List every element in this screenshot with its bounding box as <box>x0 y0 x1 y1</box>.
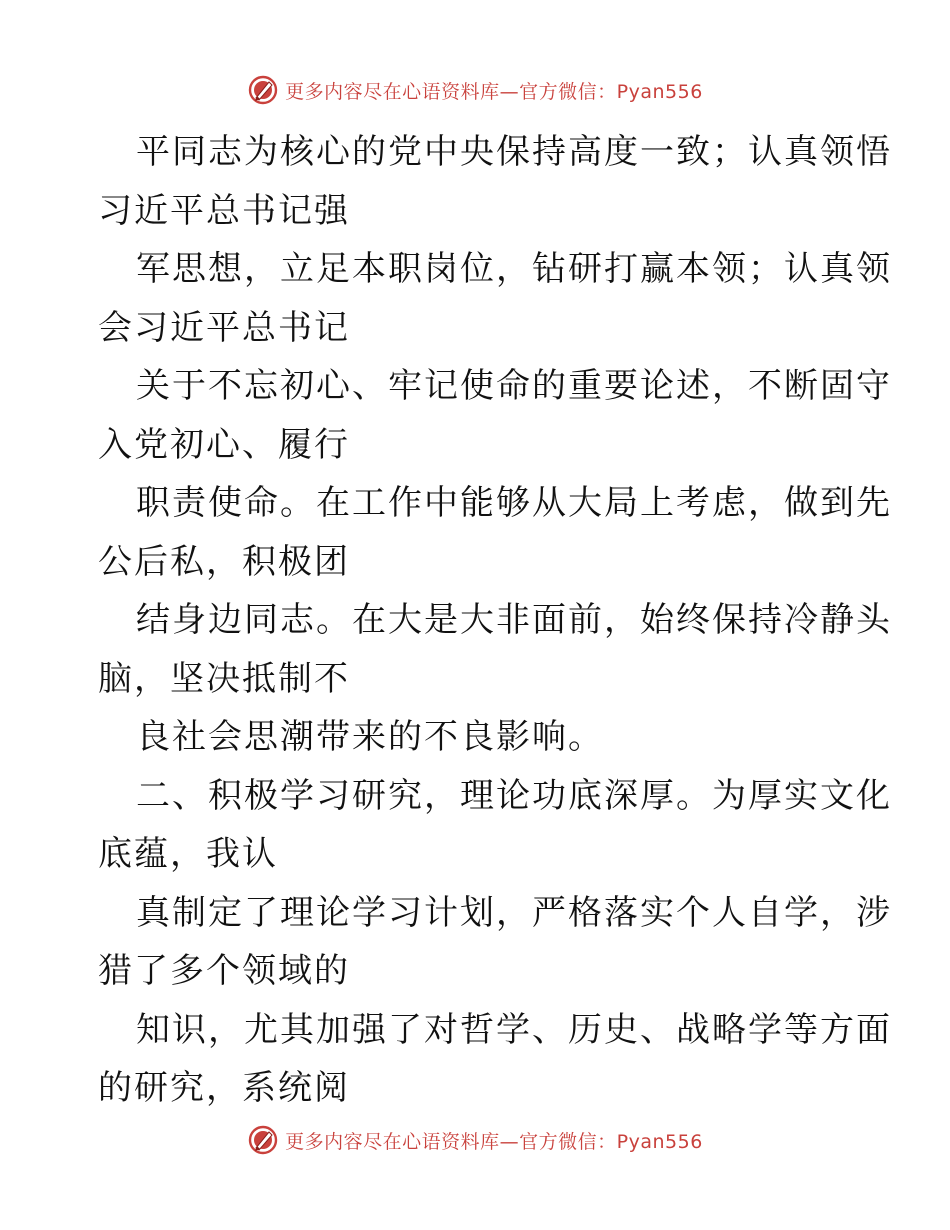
text-line: 二、积极学习研究，理论功底深厚。为厚实文化 <box>136 775 892 816</box>
text-line: 良社会思潮带来的不良影响。 <box>136 717 604 757</box>
text-line: 军思想，立足本职岗位，钻研打赢本领；认真领 <box>136 249 892 289</box>
quill-pen-seal-icon <box>247 74 279 106</box>
text-line: 真制定了理论学习计划，严格落实个人自学，涉 <box>136 892 892 933</box>
footer-banner-text: 更多内容尽在心语资料库—官方微信：Pyan556 <box>285 1130 703 1153</box>
header-banner-text: 更多内容尽在心语资料库—官方微信：Pyan556 <box>285 80 703 103</box>
text-line: 结身边同志。在大是大非面前，始终保持冷静头 <box>136 600 892 640</box>
text-line: 习近平总书记强 <box>98 190 350 231</box>
quill-pen-seal-icon <box>247 1124 279 1156</box>
text-line: 知识，尤其加强了对哲学、历史、战略学等方面 <box>136 1009 892 1050</box>
text-line: 职责使命。在工作中能够从大局上考虑，做到先 <box>136 483 892 523</box>
text-line: 底蕴，我认 <box>98 834 278 874</box>
text-line: 的研究，系统阅 <box>98 1068 350 1108</box>
text-line: 会习近平总书记 <box>98 307 350 348</box>
text-line: 平同志为核心的党中央保持高度一致；认真领悟 <box>136 132 892 172</box>
footer-banner <box>0 1120 950 1160</box>
text-line: 猎了多个领域的 <box>98 951 350 991</box>
text-line: 公后私，积极团 <box>98 541 350 582</box>
text-line: 入党初心、履行 <box>98 424 350 465</box>
header-banner <box>0 70 950 110</box>
document-body <box>98 123 892 1118</box>
text-line: 脑，坚决抵制不 <box>98 658 350 699</box>
text-line: 关于不忘初心、牢记使命的重要论述，不断固守 <box>136 366 892 406</box>
